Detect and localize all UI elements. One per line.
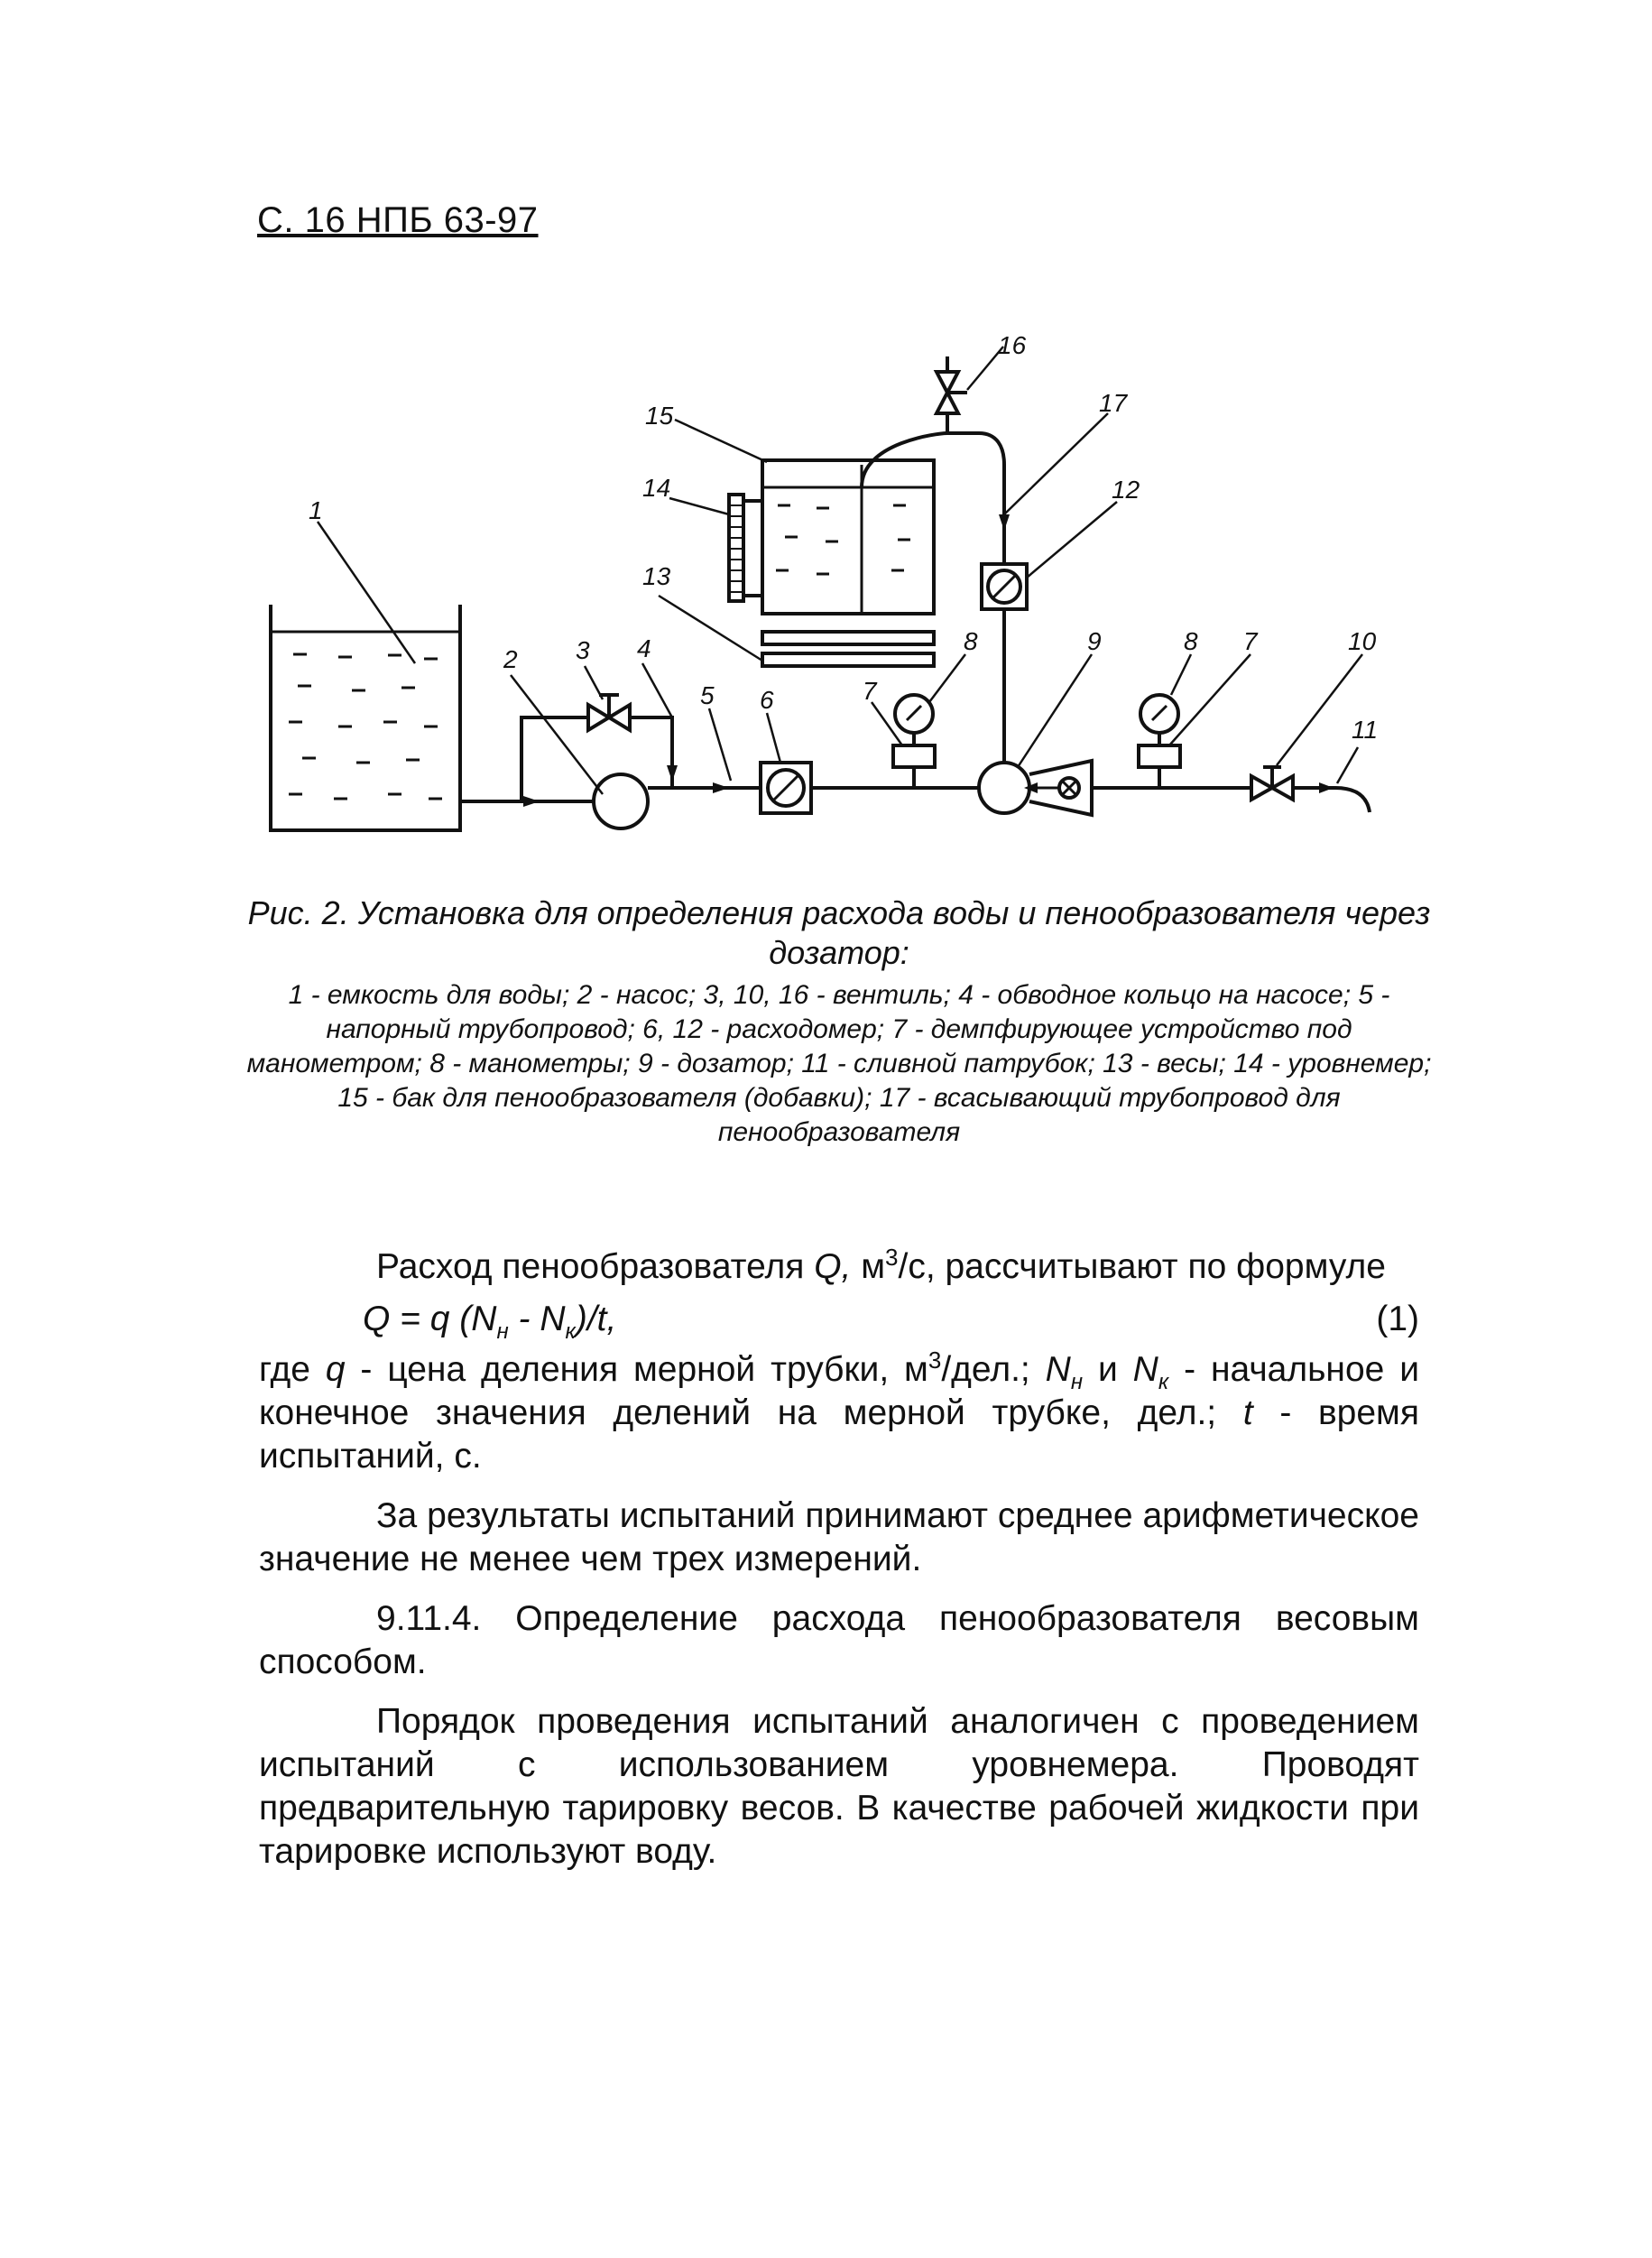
text-run: и xyxy=(1083,1350,1133,1389)
paragraph-where xyxy=(259,1348,1419,1478)
text-run: /с, рассчитывают по формуле xyxy=(898,1247,1386,1286)
paragraph-section-9-11-4: 9.11.4. Определение расхода пенообразователя весовым способом. xyxy=(259,1599,1419,1681)
label-14: 14 xyxy=(642,474,671,502)
label-6: 6 xyxy=(760,686,774,714)
formula-number: (1) xyxy=(1376,1300,1419,1338)
superscript: 3 xyxy=(885,1244,899,1271)
label-5: 5 xyxy=(700,681,715,709)
setup-diagram xyxy=(0,0,1652,866)
formula-part: )/t, xyxy=(575,1300,617,1338)
figure-labels xyxy=(309,331,1378,744)
label-4: 4 xyxy=(637,634,651,662)
flowmeter-6 xyxy=(761,763,811,813)
leader-lines xyxy=(318,347,1362,794)
text-run: - цена деления мерной трубки, м xyxy=(345,1350,928,1389)
foam-tank xyxy=(762,460,934,614)
formula-expression xyxy=(363,1298,617,1344)
drain-nozzle xyxy=(1293,788,1370,812)
label-7-left: 7 xyxy=(863,677,877,705)
label-11: 11 xyxy=(1352,716,1379,744)
water-tank xyxy=(271,605,460,830)
label-13: 13 xyxy=(642,562,671,590)
label-17: 17 xyxy=(1099,389,1128,417)
symbol-n: N xyxy=(1132,1350,1158,1389)
label-8-right: 8 xyxy=(1184,627,1198,655)
label-12: 12 xyxy=(1112,476,1140,504)
subscript: к xyxy=(1158,1369,1169,1394)
flowmeter-12 xyxy=(982,564,1027,609)
dosator xyxy=(979,761,1092,815)
subscript: н xyxy=(496,1319,509,1344)
text-run: где xyxy=(259,1350,326,1389)
label-9: 9 xyxy=(1087,627,1102,655)
symbol-q: Q, xyxy=(814,1247,852,1286)
outlet-valve xyxy=(1251,767,1293,800)
label-10: 10 xyxy=(1348,627,1377,655)
bypass-valve xyxy=(588,695,630,730)
label-1: 1 xyxy=(309,496,323,524)
pump xyxy=(594,774,648,828)
caption-title: Рис. 2. Установка для определения расхода воды и пенообразователя через дозатор: xyxy=(247,894,1431,971)
paragraph-procedure: Порядок проведения испытаний аналогичен с проведением испытаний с использованием уровнемера. Проводят предварительную тарировку весов. В качестве рабочей жидкости при тарировке используют воду. xyxy=(259,1702,1419,1871)
scales xyxy=(762,632,934,666)
formula-part: - N xyxy=(508,1300,566,1338)
text-run: /дел.; xyxy=(941,1350,1046,1389)
text-run: Расход пенообразователя xyxy=(376,1247,815,1286)
label-8-left: 8 xyxy=(964,627,978,655)
page-header: С. 16 НПБ 63-97 xyxy=(257,200,539,240)
paragraph-results: За результаты испытаний принимают среднее арифметическое значение не менее чем трех измерений. xyxy=(259,1496,1419,1578)
formula-1 xyxy=(259,1294,1419,1345)
paragraph-flow-rate xyxy=(259,1245,1419,1289)
text-run: - время испытаний, с. xyxy=(259,1393,1419,1476)
vent-valve xyxy=(937,356,967,433)
symbol-q-small: q xyxy=(325,1350,346,1389)
label-2: 2 xyxy=(503,645,518,673)
figure-caption xyxy=(244,893,1435,1150)
subscript: к xyxy=(565,1319,576,1344)
superscript: 3 xyxy=(928,1346,942,1374)
level-gauge xyxy=(729,495,762,601)
symbol-t: t xyxy=(1242,1393,1253,1432)
subscript: н xyxy=(1070,1369,1084,1394)
label-7-right: 7 xyxy=(1243,627,1258,655)
label-16: 16 xyxy=(998,331,1027,359)
formula-part: Q = q (N xyxy=(363,1300,497,1338)
body-text xyxy=(259,1245,1419,1874)
symbol-n: N xyxy=(1045,1350,1071,1389)
label-15: 15 xyxy=(645,402,674,430)
text-run: - начальное и конечное значения делений на мерной трубке, дел.; xyxy=(259,1350,1420,1432)
label-3: 3 xyxy=(576,636,590,664)
caption-legend: 1 - емкость для воды; 2 - насос; 3, 10, 16 - вентиль; 4 - обводное кольцо на насосе; 5 - напорный трубопровод; 6, 12 - расходомер; 7 - демпфирующее устройство под манометром; 8 - манометры; 9 - дозатор; 11 - сливной патрубок; 13 - весы; 14 - уровнемер; 15 - бак для пенообразователя (добавки); 17 - всасывающий трубопровод для пенообразователя xyxy=(246,980,1432,1147)
text-run: м xyxy=(851,1247,886,1286)
